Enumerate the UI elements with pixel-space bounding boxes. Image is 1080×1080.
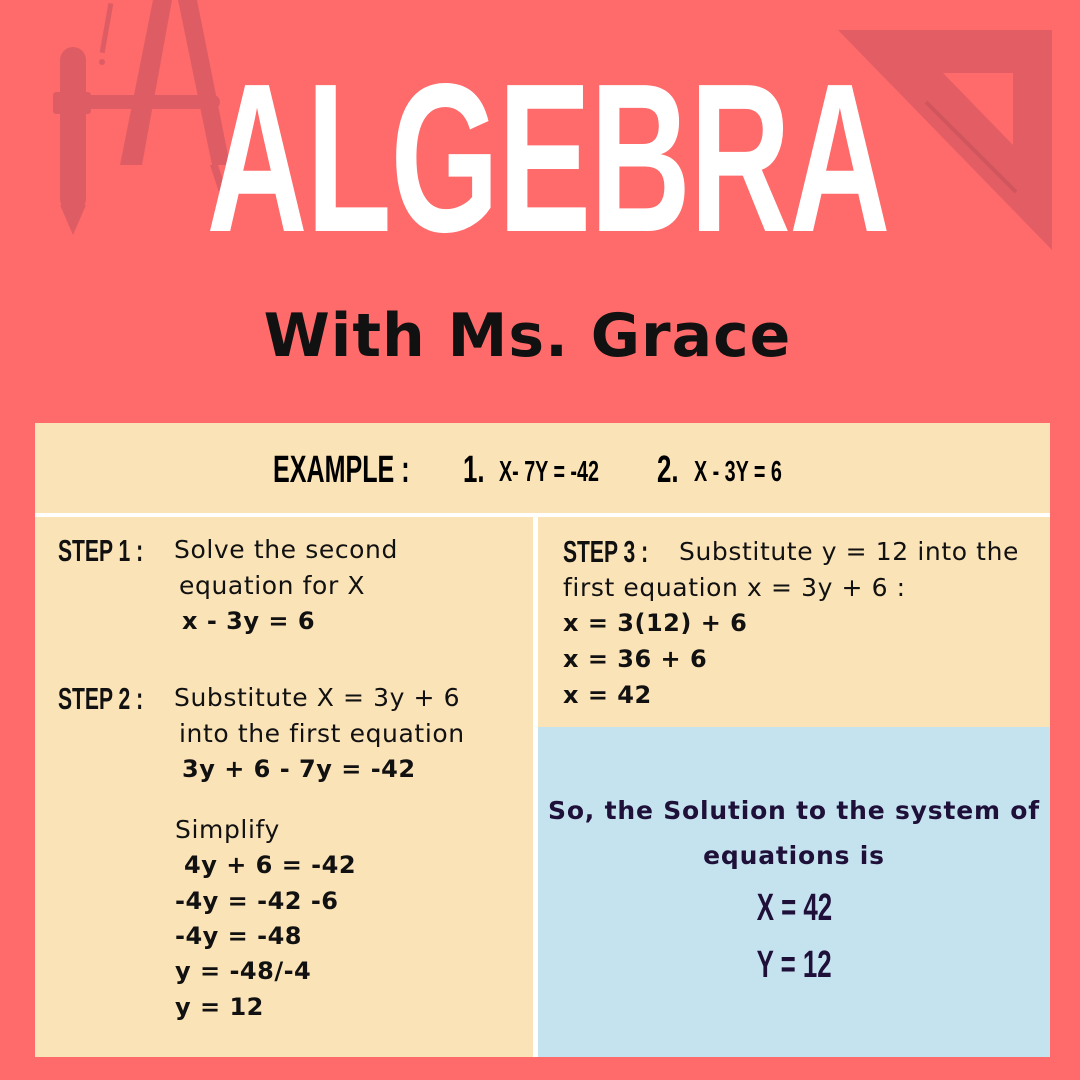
page-title: ALGEBRA [206, 39, 890, 276]
step-2-line-1: Substitute X = 3y + 6 [174, 683, 461, 712]
solution-y-value: Y = 12 [756, 944, 832, 986]
step-1-label: STEP 1 : [58, 533, 144, 568]
solution-x-value: X = 42 [756, 887, 832, 929]
simplify-equation-2: -4y = -42 -6 [175, 887, 339, 915]
simplify-label: Simplify [175, 815, 280, 844]
solution-x [538, 887, 1050, 930]
step-2-label: STEP 2 : [58, 681, 144, 716]
step-2-line-2: into the first equation [179, 719, 465, 748]
equation-2-text: X - 3Y = 6 [694, 456, 782, 488]
step-3-equation-2: x = 36 + 6 [563, 645, 708, 673]
solution-box [538, 727, 1050, 1057]
simplify-equation-4: y = -48/-4 [175, 957, 312, 985]
step-3-line-2: first equation x = 3y + 6 : [563, 573, 906, 602]
lesson-panel [35, 423, 1050, 1057]
example-header [35, 423, 1050, 513]
step-3-box [538, 517, 1050, 727]
equation-2-number: 2. [657, 449, 679, 491]
step-3-equation-3: x = 42 [563, 681, 652, 709]
solution-y [538, 944, 1050, 987]
step-1-line-2: equation for X [179, 571, 366, 600]
step-3-line-1: Substitute y = 12 into the [679, 537, 1019, 566]
equation-1-text: X- 7Y = -42 [499, 456, 599, 488]
simplify-equation-3: -4y = -48 [175, 922, 302, 950]
simplify-equation-1: 4y + 6 = -42 [184, 851, 357, 879]
step-1-equation: x - 3y = 6 [182, 607, 316, 635]
equation-1-number: 1. [463, 449, 485, 491]
step-3-label: STEP 3 : [563, 534, 649, 569]
solution-line-1: So, the Solution to the system of [548, 796, 1040, 825]
steps-1-2-column [35, 517, 533, 1057]
step-3-equation-1: x = 3(12) + 6 [563, 609, 748, 637]
page-subtitle: With Ms. Grace [263, 301, 792, 371]
example-label: EXAMPLE : [273, 449, 410, 491]
simplify-equation-5: y = 12 [175, 993, 264, 1021]
step-2-equation: 3y + 6 - 7y = -42 [182, 755, 416, 783]
step-1-line-1: Solve the second [174, 535, 398, 564]
solution-line-2: equations is [703, 841, 885, 870]
